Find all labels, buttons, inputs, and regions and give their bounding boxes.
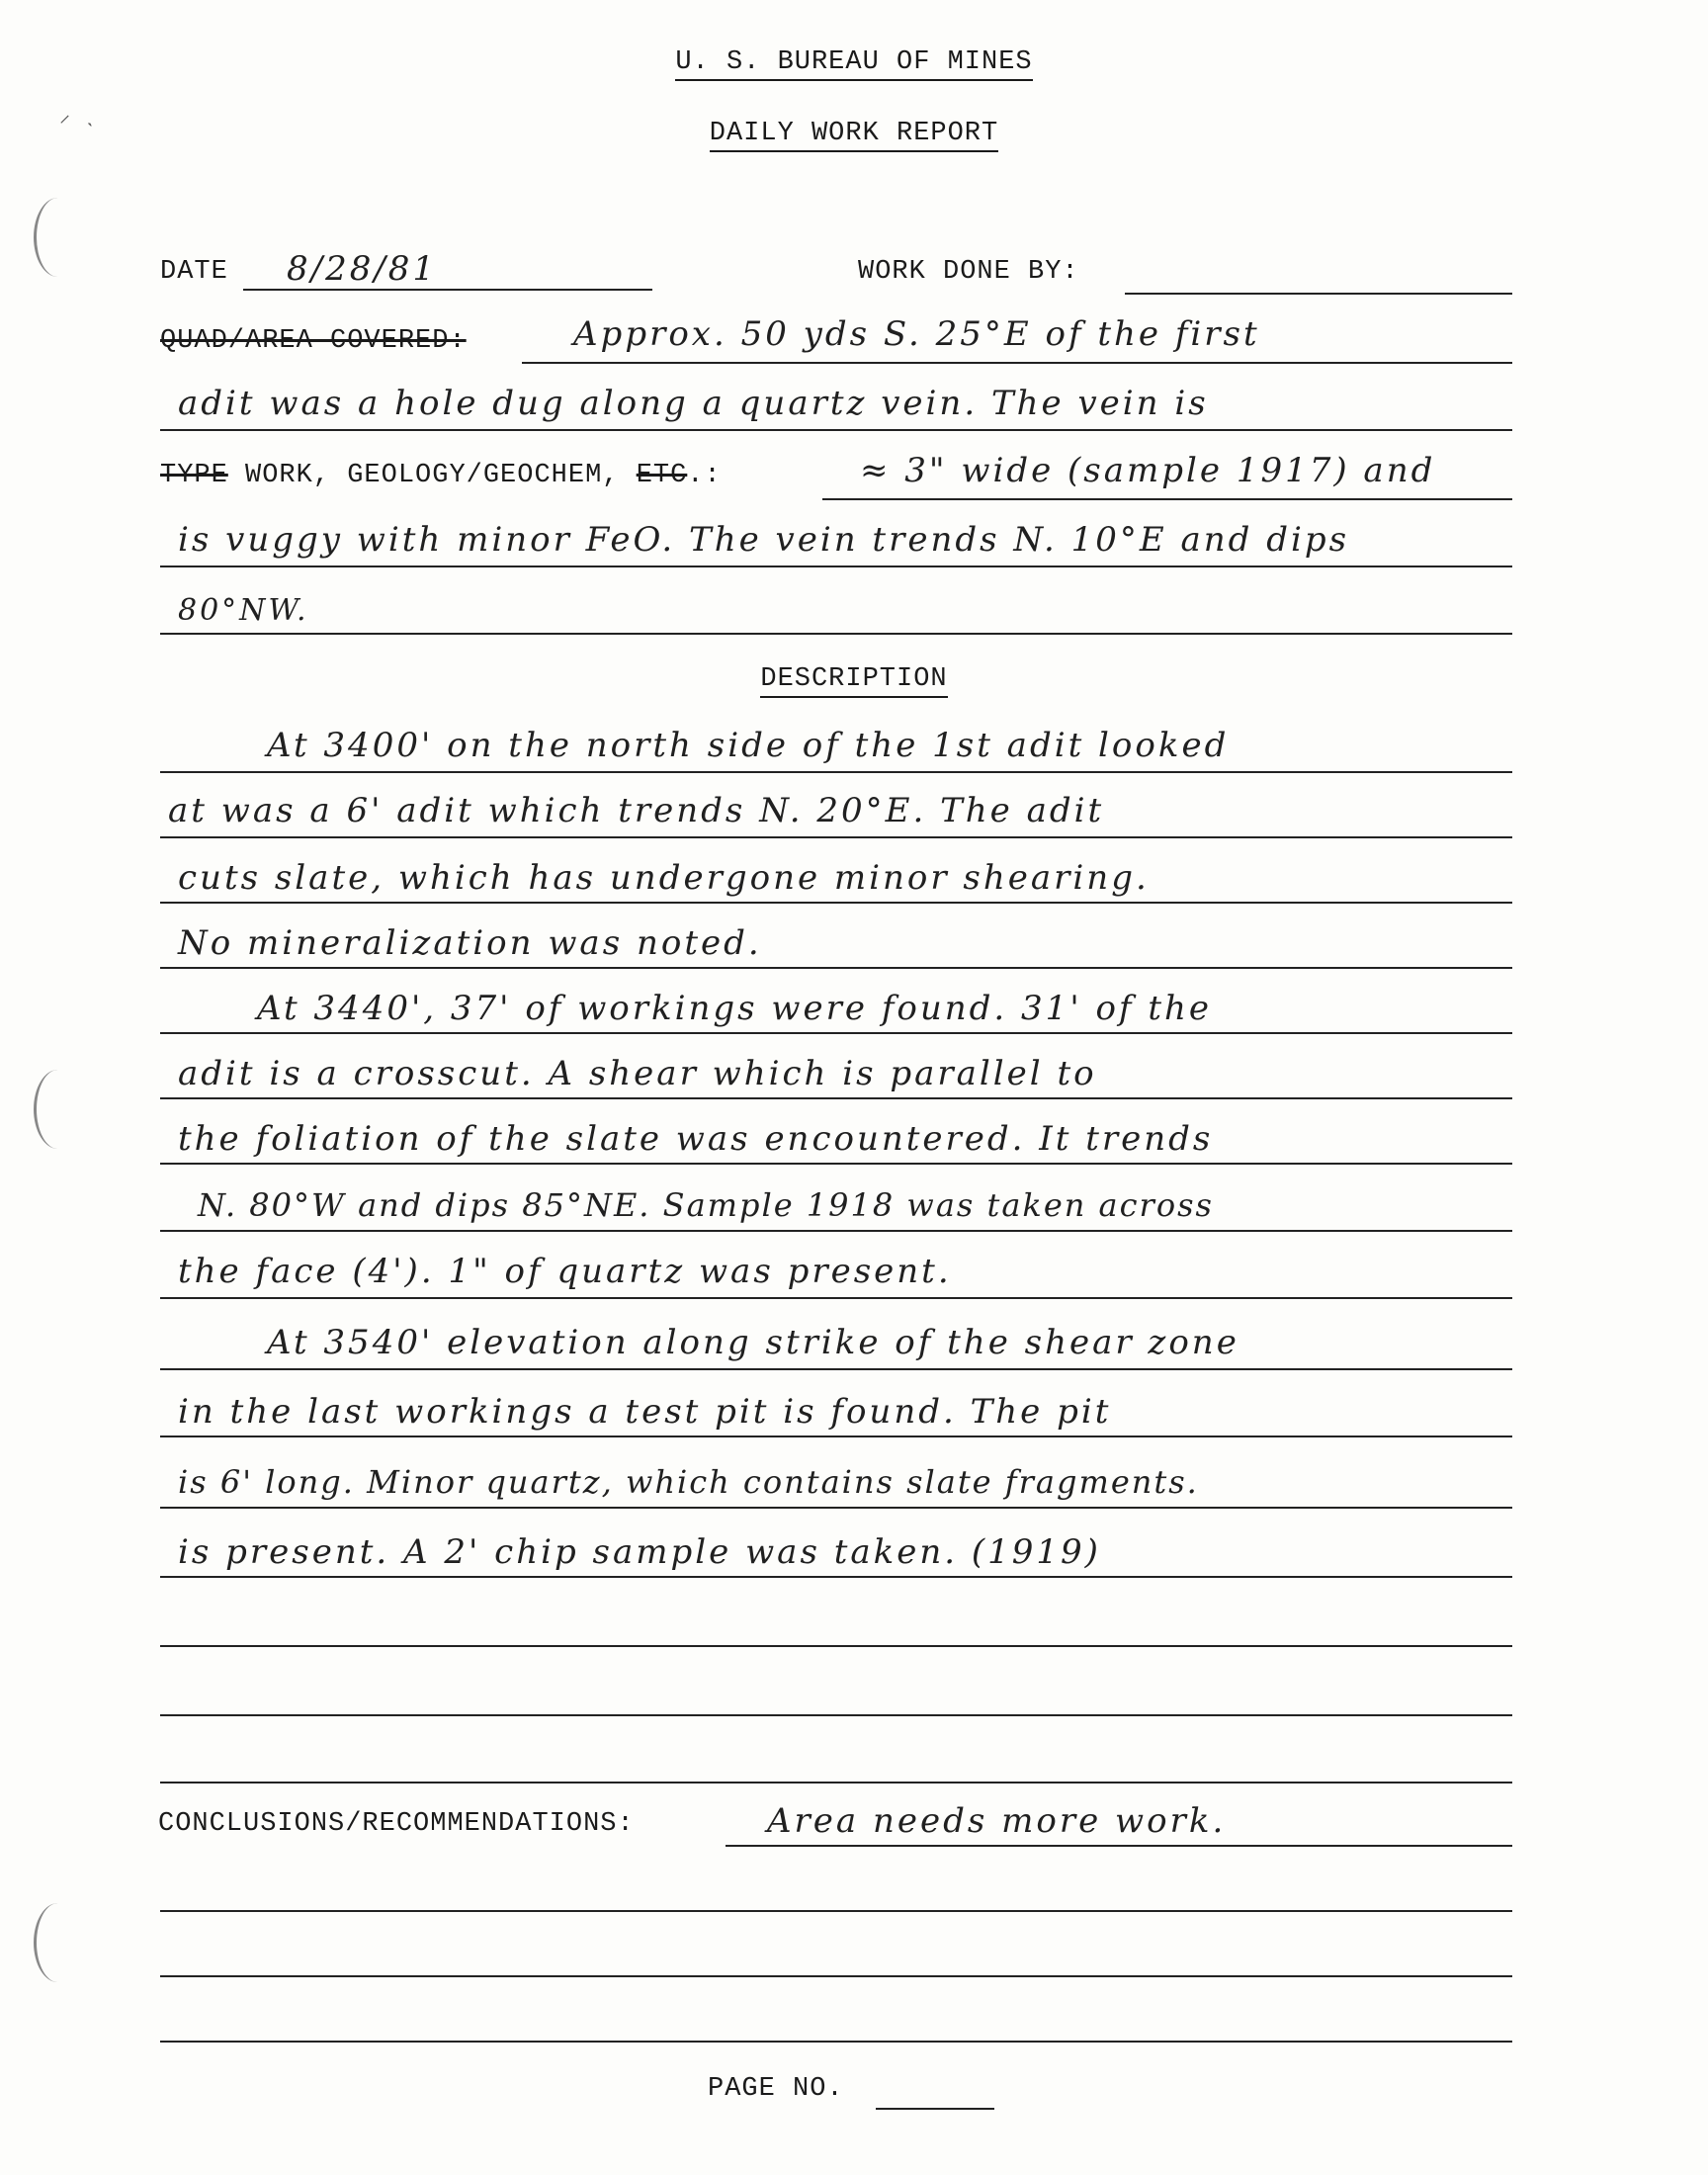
quad-text-1: Approx. 50 yds S. 25°E of the first [573, 314, 1260, 354]
desc-line-1 [160, 771, 1512, 773]
work-done-by-line [1125, 293, 1512, 295]
desc-line-13 [160, 1576, 1512, 1578]
desc-line-6 [160, 1097, 1512, 1099]
conclusions-label: CONCLUSIONS/RECOMMENDATIONS: [158, 1809, 635, 1839]
punch-hole-top [34, 198, 82, 277]
type-work-label: TYPE WORK, GEOLOGY/GEOCHEM, ETC.: [160, 461, 722, 490]
quad-area-label: QUAD/AREA COVERED: [160, 326, 467, 356]
desc-text-6: adit is a crosscut. A shear which is parallel to [178, 1054, 1097, 1093]
stray-mark: ⸝ ˎ [59, 104, 97, 129]
desc-line-10 [160, 1368, 1512, 1370]
quad-text-2: adit was a hole dug along a quartz vein. The vein is [178, 384, 1209, 423]
desc-line-15 [160, 1714, 1512, 1716]
desc-text-12: is 6' long. Minor quartz, which contains slate fragments. [178, 1463, 1199, 1501]
quad-line-4 [160, 566, 1512, 567]
quad-text-5: 80°NW. [178, 593, 309, 628]
desc-line-8 [160, 1230, 1512, 1232]
desc-text-7: the foliation of the slate was encountered. It trends [178, 1119, 1214, 1159]
date-value[interactable]: 8/28/81 [287, 249, 438, 289]
punch-hole-middle [34, 1070, 82, 1149]
agency-title: U. S. BUREAU OF MINES [0, 47, 1708, 77]
desc-text-5: At 3440', 37' of workings were found. 31' of the [257, 989, 1213, 1028]
desc-line-2 [160, 836, 1512, 838]
page-number-line [876, 2108, 994, 2110]
conclusions-line-1 [726, 1845, 1512, 1847]
desc-text-13: is present. A 2' chip sample was taken. (1919) [178, 1532, 1101, 1572]
desc-line-11 [160, 1436, 1512, 1437]
desc-text-4: No mineralization was noted. [178, 923, 762, 963]
desc-line-9 [160, 1297, 1512, 1299]
desc-line-3 [160, 902, 1512, 904]
desc-line-7 [160, 1163, 1512, 1165]
desc-text-11: in the last workings a test pit is found. The pit [178, 1392, 1112, 1432]
punch-hole-bottom [34, 1903, 82, 1982]
conclusions-line-2 [160, 1910, 1512, 1912]
desc-line-12 [160, 1507, 1512, 1509]
desc-line-16 [160, 1782, 1512, 1784]
desc-text-9: the face (4'). 1" of quartz was present. [178, 1252, 952, 1291]
desc-line-5 [160, 1032, 1512, 1034]
quad-text-4: is vuggy with minor FeO. The vein trends N. 10°E and dips [178, 520, 1350, 560]
quad-line-1 [522, 362, 1512, 364]
desc-line-14 [160, 1645, 1512, 1647]
quad-text-3: ≈ 3" wide (sample 1917) and [860, 451, 1436, 490]
date-label: DATE [160, 257, 228, 287]
desc-text-10: At 3540' elevation along strike of the shear zone [267, 1323, 1239, 1362]
quad-line-3 [822, 498, 1512, 500]
conclusions-line-4 [160, 2041, 1512, 2043]
quad-line-5 [160, 633, 1512, 635]
desc-text-1: At 3400' on the north side of the 1st adit looked [267, 726, 1230, 765]
page-number-label: PAGE NO. [708, 2074, 844, 2104]
desc-text-8: N. 80°W and dips 85°NE. Sample 1918 was taken across [198, 1186, 1214, 1224]
work-done-by-label: WORK DONE BY: [858, 257, 1079, 287]
desc-line-4 [160, 967, 1512, 969]
report-title: DAILY WORK REPORT [0, 119, 1708, 148]
desc-text-3: cuts slate, which has undergone minor shearing. [178, 858, 1150, 898]
conclusions-text-1: Area needs more work. [767, 1801, 1227, 1841]
desc-text-2: at was a 6' adit which trends N. 20°E. The adit [168, 791, 1105, 830]
description-title: DESCRIPTION [0, 664, 1708, 694]
conclusions-line-3 [160, 1975, 1512, 1977]
date-line [243, 289, 652, 291]
quad-line-2 [160, 429, 1512, 431]
